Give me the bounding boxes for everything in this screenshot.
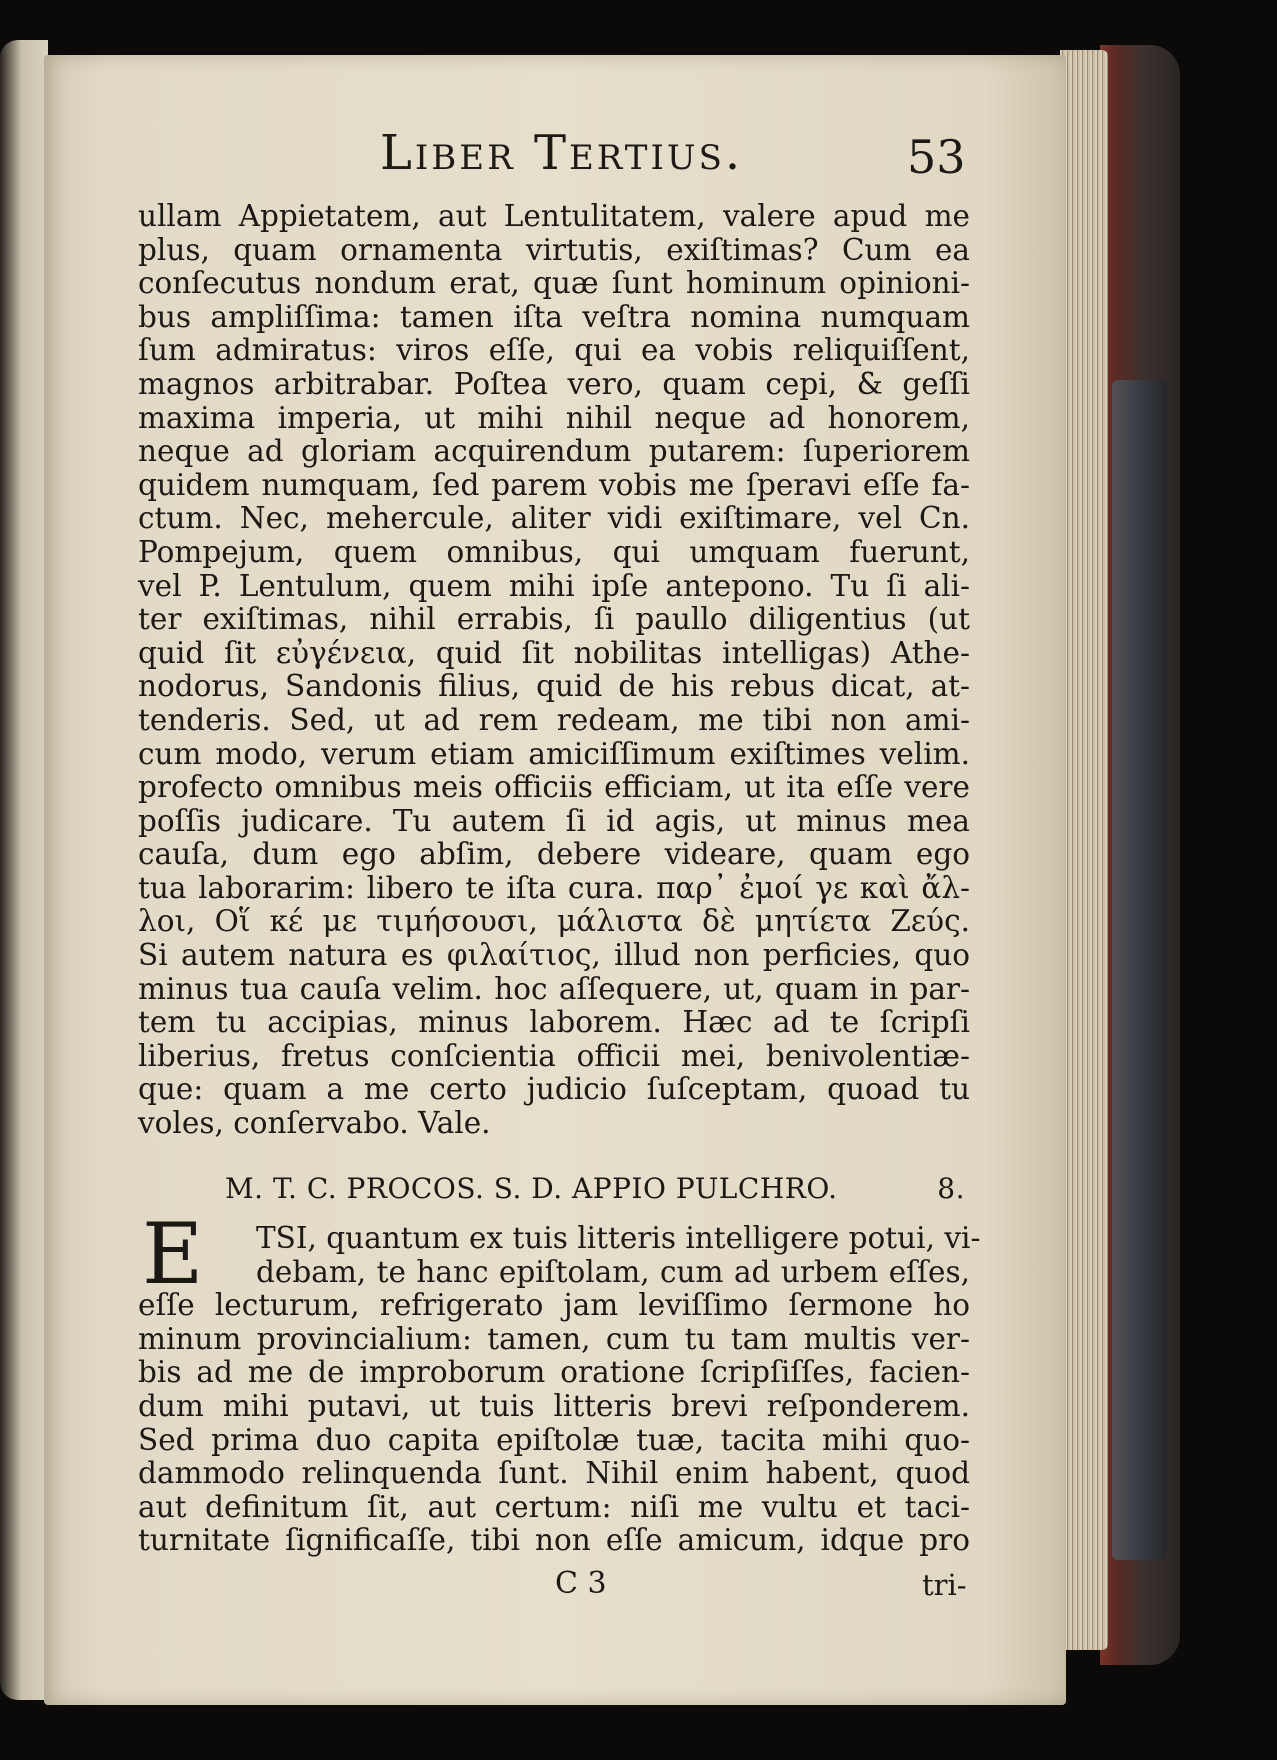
drop-cap: E (142, 1205, 204, 1303)
text-line: ullam Appietatem, aut Lentulitatem, valere apud me (138, 199, 970, 233)
letter-1-text (138, 200, 970, 1141)
text-line: que: quam a me certo judicio ſuſceptam, quoad tu (138, 1072, 970, 1107)
running-title: Liber Tertius. (380, 125, 744, 181)
letter-number: 8. (937, 1172, 965, 1205)
text-line: ter exiſtimas, nihil errabis, ſi paullo diligentius (ut (138, 602, 970, 637)
text-line: ſum admiratus: viros eſſe, qui ea vobis reliquiſſent, (138, 333, 970, 368)
text-line: poſſis judicare. Tu autem ſi id agis, ut minus mea (138, 803, 970, 838)
text-line: λοι, Οἵ κέ με τιμήσουσι, μάλιστα δὲ μητίετα Ζεύς. (138, 904, 970, 939)
text-line: Sed prima duo capita epiſtolæ tuæ, tacita mihi quo- (138, 1422, 970, 1457)
page-stack-edge (1060, 50, 1108, 1650)
text-line: dum mihi putavi, ut tuis litteris brevi reſponderem. (138, 1388, 970, 1423)
catchword: tri- (922, 1568, 967, 1602)
letter-heading-title: M. T. C. PROCOS. S. D. APPIO PULCHRO. (225, 1172, 838, 1205)
text-line: maxima imperia, ut mihi nihil neque ad honorem, (138, 400, 970, 435)
text-line: liberius, fretus conſcientia officii mei, benivolentiæ- (138, 1038, 970, 1073)
text-line: aut definitum ſit, aut certum: niſi me vultu et taci- (138, 1489, 970, 1524)
text-line: TSI, quantum ex tuis litteris intelligere potui, vi- (256, 1221, 981, 1255)
text-line: turnitate ſignificaſſe, tibi non eſſe amicum, idque pro (138, 1523, 970, 1558)
text-line: minum provincialium: tamen, cum tu tam multis ver- (138, 1321, 970, 1356)
text-line: cum modo, verum etiam amiciſſimum exiſtimes velim. (138, 736, 970, 771)
text-line: vel P. Lentulum, quem mihi ipſe antepono. Tu ſi ali- (138, 568, 970, 603)
text-line: quidem numquam, ſed parem vobis me ſperavi eſſe fa- (138, 467, 970, 502)
text-line: bus ampliſſima: tamen iſta veſtra nomina numquam (138, 299, 970, 334)
letter-2-text (138, 1221, 981, 1558)
page-number: 53 (907, 130, 966, 184)
text-line: tua laborarim: libero te iſta cura. παρ᾽ ἐμοί γε καὶ ἄλ- (138, 870, 970, 905)
text-line: neque ad gloriam acquirendum putarem: ſuperiorem (138, 434, 970, 469)
text-line: magnos arbitrabar. Poſtea vero, quam cepi, & geſſi (138, 366, 970, 401)
text-line: debam, te hanc epiſtolam, cum ad urbem eſſes, (256, 1254, 970, 1289)
text-line: tem tu accipias, minus laborem. Hæc ad te ſcripſi (138, 1005, 970, 1040)
text-line: ctum. Nec, mehercule, aliter vidi exiſtimare, vel Cn. (138, 501, 970, 536)
text-line: Pompejum, quem omnibus, qui umquam fuerunt, (138, 534, 970, 569)
text-line: conſecutus nondum erat, quæ ſunt hominum opinioni- (138, 266, 970, 301)
text-line: cauſa, dum ego abſim, debere videare, quam ego (138, 837, 970, 872)
text-line: profecto omnibus meis officiis efficiam, ut ita eſſe vere (138, 770, 970, 805)
text-line: bis ad me de improborum oratione ſcripſiſſes, facien- (138, 1355, 970, 1390)
text-line: eſſe lecturum, refrigerato jam leviſſimo ſermone ho (138, 1288, 970, 1323)
text-line: nodorus, Sandonis filius, quid de his rebus dicat, at- (138, 669, 970, 704)
text-line: tenderis. Sed, ut ad rem redeam, me tibi non ami- (138, 702, 970, 737)
text-line: voles, conſervabo. Vale. (138, 1106, 491, 1141)
text-line: plus, quam ornamenta virtutis, exiſtimas? Cum ea (138, 232, 970, 267)
cover-stain (1112, 380, 1167, 1560)
text-line: quid ſit εὐγένεια, quid ſit nobilitas intelligas) Athe- (138, 635, 970, 670)
letter-heading (225, 1172, 965, 1205)
text-line: Si autem natura es φιλαίτιος, illud non perficies, quo (138, 938, 970, 973)
signature-mark: C 3 (555, 1566, 607, 1601)
text-line: minus tua cauſa velim. hoc aſſequere, ut, quam in par- (138, 971, 970, 1006)
text-line: dammodo relinquenda ſunt. Nihil enim habent, quod (138, 1456, 970, 1491)
left-page-edge (0, 40, 48, 1700)
